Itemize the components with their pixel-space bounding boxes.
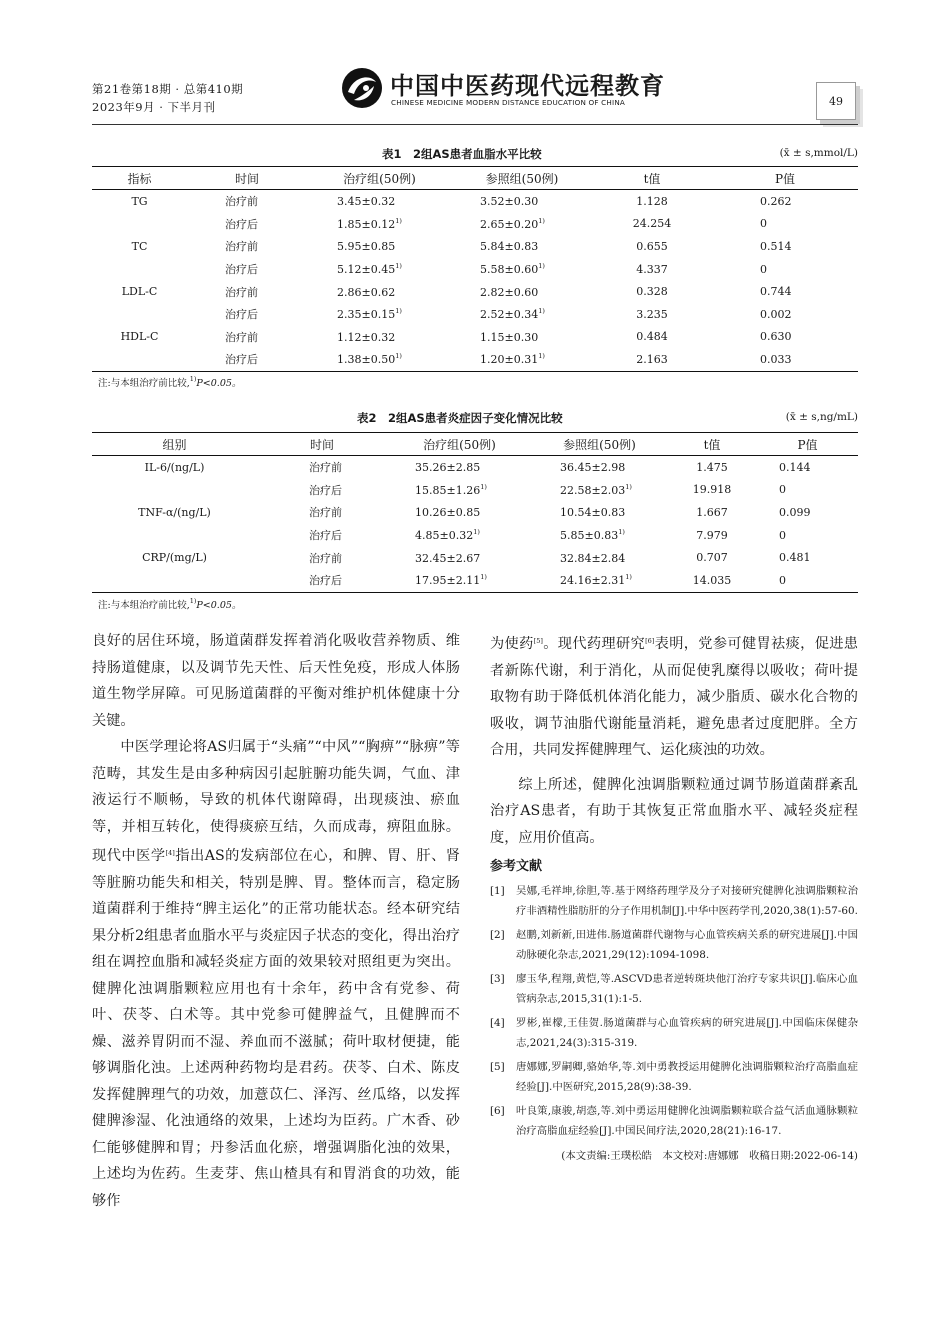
table-cell: 32.45±2.67 [415,551,481,565]
table-cell: 1.475 [696,460,728,474]
citation: [6] [645,637,655,645]
reference-item [490,969,858,1009]
journal-title-cn: 中国中医药现代远程教育 [390,72,665,100]
table-cell: TNF-α/(ng/L) [138,505,211,519]
column-header: P值 [712,167,858,190]
column-header: 指标 [92,167,187,190]
reference-item [490,925,858,965]
reference-text: 吴娜,毛祥坤,徐胆,等.基于网络药理学及分子对接研究健脾化浊调脂颗粒治疗非酒精性脂肪肝的分子作用机制[J].中华中医药学刊,2020,38(1):57-60. [516,885,858,917]
table-cell: $22.58\pm 2.03^{1)}$ [560,482,632,497]
table-cell: 36.45±2.98 [560,461,626,475]
reference-number: [2] [490,929,505,941]
issue-info [92,80,243,116]
table-cell: 治疗前 [309,506,342,520]
column-header: 组别 [92,433,257,456]
table-cell: 治疗前 [225,285,258,299]
reference-number: [5] [490,1061,505,1073]
right-column [490,628,858,1165]
table-row [92,546,858,569]
column-header: t值 [667,433,757,456]
table-row [92,479,858,502]
reference-item [490,1013,858,1053]
table-cell: 1.12±0.32 [337,330,396,344]
table-cell: 0 [779,528,786,542]
table-cell [92,258,187,281]
table-row [92,456,858,479]
table-cell: 治疗前 [225,195,258,209]
reference-text: 叶良策,康骏,胡悫,等.刘中勇运用健脾化浊调脂颗粒联合益气活血通脉颗粒治疗高脂血症经验[J].中国民间疗法,2020,28(21):16-17. [516,1105,858,1137]
journal-logo-icon [340,66,384,110]
table-cell [92,524,257,547]
table1-header-row [92,167,858,190]
table-cell: 0.262 [760,194,792,208]
table-row [92,524,858,547]
table-cell: 32.84±2.84 [560,551,626,565]
column-header: 治疗组(50例) [307,167,452,190]
table-cell: $17.95\pm 2.11^{1)}$ [387,569,532,592]
table-row [92,213,858,236]
table-cell: 0.655 [636,239,668,253]
table-cell: 14.035 [667,569,757,592]
table-cell: 10.26±0.85 [415,506,481,520]
table2-note: 注:与本组治疗前比较,$^{1)}$P<0.05。 [98,597,242,611]
table-cell: 5.95±0.85 [337,240,396,254]
reference-text: 唐娜娜,罗嗣卿,骆始华,等.刘中勇教授运用健脾化浊调脂颗粒治疗高脂血症经验[J].中医研究,2015,28(9):38-39. [516,1061,858,1093]
reference-item [490,1057,858,1097]
table-cell: 1.15±0.30 [480,330,539,344]
table-cell [92,348,187,371]
table-cell: 0.328 [636,285,668,299]
table1-unit: (x̄ ± s,mmol/L) [779,147,858,159]
table-cell: $15.85\pm 1.26^{1)}$ [415,482,487,497]
table-cell: TG [131,194,148,208]
table-cell: 0.144 [779,460,811,474]
table-cell: IL-6/(ng/L) [144,460,205,474]
reference-text: 赵鹏,刘新新,田进伟.肠道菌群代谢物与心血管疾病关系的研究进展[J].中国动脉硬化杂志,2021,29(12):1094-1098. [516,929,858,961]
table-cell: 治疗前 [225,330,258,344]
paragraph: 综上所述，健脾化浊调脂颗粒通过调节肠道菌群紊乱治疗AS患者，有助于其恢复正常血脂水平、减轻炎症程度，应用价值高。 [490,776,858,846]
table-cell: 0.484 [636,330,668,344]
table-cell: 治疗后 [225,308,258,322]
table-cell: 19.918 [692,483,732,497]
table2-header-row [92,433,858,456]
table-cell: 治疗后 [309,483,342,497]
table-cell [92,213,187,236]
table-cell: 35.26±2.85 [415,461,481,475]
header-rule [92,124,858,125]
table-cell: 治疗后 [187,348,307,371]
table-cell: CRP/(mg/L) [142,551,207,565]
table-cell: $2.65\pm 0.20^{1)}$ [480,216,545,231]
table-cell: $5.85\pm 0.83^{1)}$ [560,528,625,543]
table-cell: 0 [760,262,767,276]
reference-number: [3] [490,973,505,985]
column-header: 参照组(50例) [452,167,592,190]
table-cell: $5.12\pm 0.45^{1)}$ [337,262,402,277]
table-cell: $5.58\pm 0.60^{1)}$ [480,262,545,277]
left-column [92,628,460,1214]
table-cell: 治疗后 [309,529,342,543]
table-cell: 0.099 [779,505,811,519]
citation: [4] [165,849,175,857]
table-cell: 0.002 [760,307,792,321]
table-cell: $4.85\pm 0.32^{1)}$ [415,528,480,543]
table-cell [92,569,257,592]
table-cell: TC [131,239,148,253]
table-row [92,501,858,524]
table-cell: 治疗后 [225,263,258,277]
table1-caption: 表1 2组AS患者血脂水平比较 [382,147,542,161]
reference-number: [1] [490,885,505,897]
table-cell: 3.45±0.32 [337,195,396,209]
issue-line-1: 第21卷第18期 · 总第410期 [92,82,244,96]
reference-item [490,881,858,921]
table-row [92,235,858,258]
table-cell: 0.033 [712,348,858,371]
table-cell: 0.514 [760,239,792,253]
table-row [92,280,858,303]
table-cell [92,303,187,326]
table-row [92,303,858,326]
table-cell [92,479,257,502]
table-cell: 0.744 [760,285,792,299]
column-header: 时间 [257,433,387,456]
column-header: 时间 [187,167,307,190]
table-row [92,258,858,281]
table-cell: 3.52±0.30 [480,195,539,209]
table-cell: 2.163 [592,348,712,371]
reference-item [490,1101,858,1141]
table-cell: 2.82±0.60 [480,285,539,299]
table-cell: 0 [757,569,858,592]
table-cell: 0.630 [760,330,792,344]
table-cell: 5.84±0.83 [480,240,539,254]
table1-note: 注:与本组治疗前比较,$^{1)}$P<0.05。 [98,375,242,389]
reference-text: 罗彬,崔檬,王佳贺.肠道菌群与心血管疾病的研究进展[J].中国临床保健杂志,2021,24(3):315-319. [516,1017,858,1049]
paragraph: 良好的居住环境，肠道菌群发挥着消化吸收营养物质、维持肠道健康，以及调节先天性、后天性免疫，形成人体肠道生物学屏障。可见肠道菌群的平衡对维护机体健康十分关键。 [92,633,460,729]
journal-title-en: CHINESE MEDICINE MODERN DISTANCE EDUCATION OF CHINA [391,98,626,107]
table-cell: 0 [760,217,767,231]
column-header: P值 [757,433,858,456]
table-cell: 治疗后 [257,569,387,592]
reference-list [490,881,858,1141]
table-cell: 7.979 [696,528,728,542]
reference-number: [4] [490,1017,505,1029]
table2-caption: 表2 2组AS患者炎症因子变化情况比较 [357,411,563,425]
table-cell: $24.16\pm 2.31^{1)}$ [532,569,667,592]
table-cell: 1.128 [636,194,668,208]
table-row [92,326,858,349]
page-number: 49 [816,82,856,120]
table2-unit: (x̄ ± s,ng/mL) [785,411,858,423]
table-cell: 治疗后 [225,217,258,231]
table1 [92,166,858,372]
table-cell: 0.707 [696,551,728,565]
table-row [92,348,858,371]
column-header: t值 [592,167,712,190]
editor-line: (本文责编:王璞松皓 本文校对:唐娜娜 收稿日期:2022-06-14) [561,1150,858,1162]
table-cell: 10.54±0.83 [560,506,626,520]
paragraph: 为使药[5]。现代药理研究[6]表明，党参可健胃祛痰，促进患者新陈代谢，利于消化，从而促使乳糜得以吸收；荷叶提取物有助于降低机体消化能力，减少脂质、碳水化合物的吸收，调节油脂代谢能量消耗，避免患者过度肥胖。全方合用，共同发挥健脾理气、运化痰浊的功效。 [490,636,858,758]
table-cell: LDL-C [121,285,158,299]
table2 [92,432,858,593]
table-cell: $1.38\pm 0.50^{1)}$ [307,348,452,371]
reference-text: 廖玉华,程翔,黄恺,等.ASCVD患者逆转斑块他汀治疗专家共识[J].临床心血管病杂志,2015,31(1):1-5. [516,973,858,1005]
table-row [92,569,858,592]
table-cell: $1.20\pm 0.31^{1)}$ [452,348,592,371]
table-cell: HDL-C [120,330,159,344]
issue-line-2: 2023年9月 · 下半月刊 [92,100,216,114]
column-header: 治疗组(50例) [387,433,532,456]
table-cell: 0 [779,483,786,497]
table-cell: $2.35\pm 0.15^{1)}$ [337,307,402,322]
table-cell: $2.52\pm 0.34^{1)}$ [480,307,545,322]
table-cell: $1.85\pm 0.12^{1)}$ [337,216,402,231]
table-cell: 治疗前 [309,551,342,565]
table-cell: 4.337 [636,262,668,276]
table-cell: 治疗前 [309,461,342,475]
table-cell: 0.481 [779,551,811,565]
citation: [5] [533,637,543,645]
table-row [92,190,858,213]
column-header: 参照组(50例) [532,433,667,456]
table-cell: 1.667 [696,505,728,519]
paragraph: 中医学理论将AS归属于“头痛”“中风”“胸痹”“脉痹”等范畴，其发生是由多种病因引起脏腑功能失调，气血、津液运行不顺畅，导致的机体代谢障碍，出现痰浊、瘀血等，并相互转化，使得痰瘀互结，久而成毒，痹阻血脉。现代中医学[4]指出AS的发病部位在心，和脾、胃、肝、肾等脏腑功能失和相关，特别是脾、胃。整体而言，稳定肠道菌群利于维持“脾主运化”的正常功能状态。经本研究结果分析2组患者血脂水平与炎症因子状态的变化，得出治疗组在调控血脂和减轻炎症方面的效果较对照组更为突出。健脾化浊调脂颗粒应用也有十余年，药中含有党参、荷叶、茯苓、白术等。其中党参可健脾益气，且健脾而不燥、滋养胃阴而不湿、养血而不滋腻；荷叶取材便捷，能够调脂化浊。上述两种药物均是君药。茯苓、白术、陈皮发挥健脾理气的功效，加薏苡仁、泽泻、丝瓜络，以发挥健脾渗湿、化浊通络的效果，上述均为臣药。广木香、砂仁能够健脾和胃；丹参活血化瘀，增强调脂化浊的效果，上述均为佐药。生麦芽、焦山楂具有和胃消食的功效，能够作 [92,739,460,1209]
table-cell: 24.254 [632,217,672,231]
reference-number: [6] [490,1105,505,1117]
references-heading: 参考文献 [490,859,543,874]
table-cell: 2.86±0.62 [337,285,396,299]
table-cell: 3.235 [636,307,668,321]
table-cell: 治疗前 [225,240,258,254]
